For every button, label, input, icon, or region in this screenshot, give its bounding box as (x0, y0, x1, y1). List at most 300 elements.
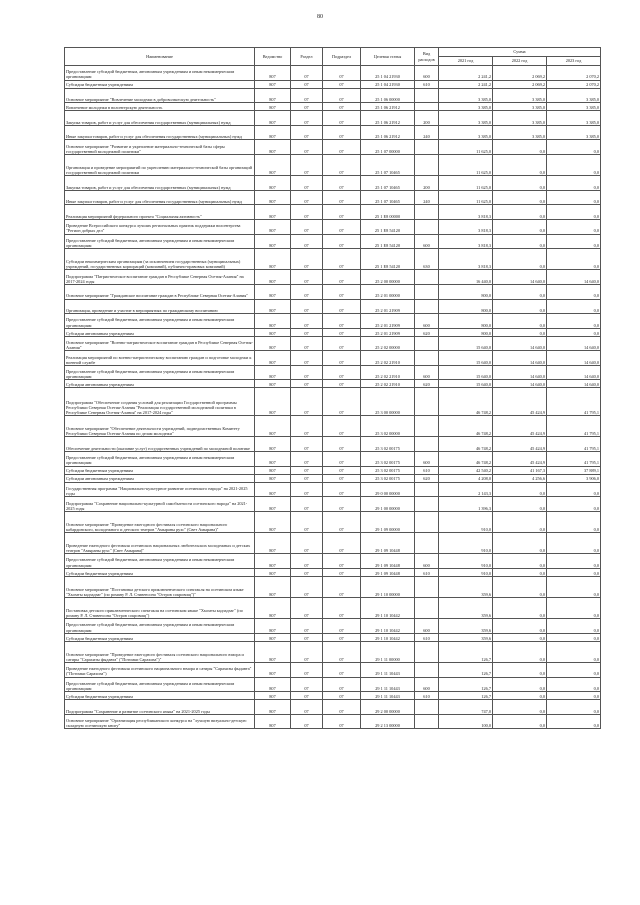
cell-razdel: 07 (291, 482, 323, 497)
cell-csr: 25 2 01 21909 (361, 299, 415, 314)
page-number: 80 (317, 14, 323, 20)
cell-2022: 14 640,0 (493, 351, 547, 366)
cell-2022: 0,0 (493, 219, 547, 234)
cell-2023: 37 889,1 (547, 466, 601, 474)
cell-2023: 14 640,0 (547, 380, 601, 388)
cell-2021: 800,0 (439, 284, 493, 299)
cell-2022: 3 385,0 (493, 103, 547, 111)
table-row (65, 597, 601, 618)
cell-2023: 0,0 (547, 176, 601, 191)
cell-2022: 0,0 (493, 633, 547, 641)
cell-vr (415, 103, 439, 111)
header-ved: Ведомство (255, 48, 291, 66)
cell-razdel: 07 (291, 270, 323, 285)
cell-razdel: 07 (291, 219, 323, 234)
cell-razdel: 07 (291, 511, 323, 532)
cell-razdel: 07 (291, 111, 323, 126)
cell-csr: 25 1 07 10465 (361, 190, 415, 205)
cell-vr (415, 284, 439, 299)
cell-2021: 3 385,0 (439, 88, 493, 103)
table-row (65, 437, 601, 452)
table-row (65, 533, 601, 554)
cell-2022: 0,0 (493, 234, 547, 249)
cell-podrazdel: 07 (323, 619, 361, 634)
cell-name: Основное мероприятие "Военно-патриотическое воспитание граждан в Республике Северная Осетия-Алания" (65, 336, 255, 351)
cell-name: Субсидии автономным учреждениям (65, 328, 255, 336)
cell-csr: 25 2 01 21909 (361, 314, 415, 329)
cell-razdel: 07 (291, 205, 323, 220)
cell-name: Субсидии автономным учреждениям (65, 380, 255, 388)
cell-2023: 0,0 (547, 619, 601, 634)
cell-2023: 0,0 (547, 511, 601, 532)
cell-ved: 807 (255, 336, 291, 351)
cell-ved: 807 (255, 234, 291, 249)
table-row (65, 452, 601, 467)
cell-2022: 2 069,2 (493, 80, 547, 88)
cell-csr: 25 3 02 00175 (361, 437, 415, 452)
cell-ved: 807 (255, 568, 291, 576)
cell-razdel: 07 (291, 154, 323, 175)
cell-2023: 41 795,1 (547, 388, 601, 416)
cell-vr: 200 (415, 111, 439, 126)
cell-name: Основное мероприятие "Вовлечение молодежи в добровольческую деятельность" (65, 88, 255, 103)
cell-ved: 807 (255, 497, 291, 512)
cell-vr: 610 (415, 466, 439, 474)
cell-2023: 14 640,0 (547, 365, 601, 380)
cell-vr (415, 351, 439, 366)
cell-2022: 0,0 (493, 714, 547, 729)
cell-csr: 25 3 02 00175 (361, 466, 415, 474)
cell-2021: 46 748,2 (439, 452, 493, 467)
cell-2022: 0,0 (493, 533, 547, 554)
cell-razdel: 07 (291, 633, 323, 641)
cell-ved: 807 (255, 154, 291, 175)
cell-name: Предоставление субсидий бюджетным, автономным учреждениям и иным некоммерческим организациям (65, 66, 255, 81)
cell-2023: 0,0 (547, 554, 601, 569)
cell-vr: 600 (415, 314, 439, 329)
cell-2021: 11 625,0 (439, 140, 493, 155)
cell-2023: 0,0 (547, 482, 601, 497)
cell-csr: 29 1 10 00000 (361, 576, 415, 597)
cell-name: Предоставление субсидий бюджетным, автономным учреждениям и иным некоммерческим организациям (65, 234, 255, 249)
cell-csr: 25 2 02 21910 (361, 380, 415, 388)
cell-razdel: 07 (291, 234, 323, 249)
cell-ved: 807 (255, 66, 291, 81)
cell-2022: 45 424,9 (493, 416, 547, 437)
cell-vr: 600 (415, 66, 439, 81)
cell-ved: 807 (255, 80, 291, 88)
cell-ved: 807 (255, 619, 291, 634)
cell-vr (415, 533, 439, 554)
cell-ved: 807 (255, 365, 291, 380)
cell-2022: 41 167,3 (493, 466, 547, 474)
cell-2023: 2 070,2 (547, 80, 601, 88)
cell-2022: 3 385,0 (493, 88, 547, 103)
cell-2022: 3 385,0 (493, 125, 547, 140)
header-summa: Сумма (439, 48, 601, 57)
cell-razdel: 07 (291, 597, 323, 618)
cell-2023: 41 795,1 (547, 437, 601, 452)
cell-name: Подпрограмма "Сохранение национально-культурной самобытности осетинского народа" на 2021-2025 годы (65, 497, 255, 512)
cell-2023: 0,0 (547, 284, 601, 299)
cell-podrazdel: 07 (323, 511, 361, 532)
table-row (65, 365, 601, 380)
cell-2021: 800,0 (439, 328, 493, 336)
table-body (65, 66, 601, 729)
cell-vr (415, 497, 439, 512)
table-row (65, 111, 601, 126)
header-2021: 2021 год (439, 57, 493, 66)
budget-table (64, 47, 601, 729)
cell-2021: 46 748,2 (439, 388, 493, 416)
cell-2023: 0,0 (547, 249, 601, 270)
cell-name: Проведение ежегодного фестиваля осетинского национального юмора и сатиры "Сарахизы фыдавта" ("Потомки Сарахиза") (65, 662, 255, 677)
cell-podrazdel: 07 (323, 641, 361, 662)
cell-csr: 25 2 02 21910 (361, 351, 415, 366)
cell-2023: 0,0 (547, 219, 601, 234)
cell-2023: 3 906,0 (547, 474, 601, 482)
cell-podrazdel: 07 (323, 452, 361, 467)
cell-2023: 14 640,0 (547, 351, 601, 366)
cell-razdel: 07 (291, 328, 323, 336)
table-row (65, 234, 601, 249)
cell-2023: 0,0 (547, 328, 601, 336)
cell-ved: 807 (255, 125, 291, 140)
cell-ved: 807 (255, 190, 291, 205)
cell-csr: 25 1 Е8 00000 (361, 205, 415, 220)
cell-2023: 41 795,1 (547, 452, 601, 467)
cell-csr: 25 1 06 00000 (361, 88, 415, 103)
cell-name: Постановка детского приключенческого спектакля на осетинском языке "Хъомты кадзадзаг" (по роману Р. Л. Стивенсона "Остров сокровищ") (65, 597, 255, 618)
cell-razdel: 07 (291, 576, 323, 597)
cell-csr: 29 1 09 10448 (361, 533, 415, 554)
cell-2022: 0,0 (493, 314, 547, 329)
cell-2022: 45 424,9 (493, 388, 547, 416)
table-row (65, 576, 601, 597)
cell-2021: 910,0 (439, 511, 493, 532)
cell-name: Субсидии бюджетным учреждениям (65, 568, 255, 576)
cell-razdel: 07 (291, 452, 323, 467)
cell-csr: 25 1 04 21930 (361, 80, 415, 88)
cell-razdel: 07 (291, 249, 323, 270)
cell-name: Субсидии бюджетным учреждениям (65, 80, 255, 88)
cell-ved: 807 (255, 270, 291, 285)
cell-podrazdel: 07 (323, 80, 361, 88)
cell-ved: 807 (255, 576, 291, 597)
cell-2022: 4 256,6 (493, 474, 547, 482)
cell-2022: 0,0 (493, 284, 547, 299)
table-row (65, 103, 601, 111)
cell-2021: 126,7 (439, 692, 493, 700)
cell-vr: 240 (415, 190, 439, 205)
cell-vr (415, 219, 439, 234)
cell-name: Предоставление субсидий бюджетным, автономным учреждениям и иным некоммерческим организациям (65, 677, 255, 692)
cell-2021: 910,0 (439, 554, 493, 569)
table-row (65, 700, 601, 715)
cell-vr: 610 (415, 80, 439, 88)
cell-ved: 807 (255, 482, 291, 497)
cell-name: Подпрограмма "Обеспечение создания условий для реализации Государственной программы Республики Северная Осетия-Алания "Реализация государственной молодежной политики в Республике Северная Осетия-Алания" на 2017-2024 годы" (65, 388, 255, 416)
header-vr: Вид расходов (415, 48, 439, 66)
cell-2023: 0,0 (547, 140, 601, 155)
cell-podrazdel: 07 (323, 88, 361, 103)
cell-2022: 0,0 (493, 205, 547, 220)
cell-name: Предоставление субсидий бюджетным, автономным учреждениям и иным некоммерческим организациям (65, 452, 255, 467)
cell-podrazdel: 07 (323, 474, 361, 482)
cell-2022: 0,0 (493, 328, 547, 336)
cell-2021: 15 640,0 (439, 336, 493, 351)
cell-vr: 610 (415, 568, 439, 576)
cell-csr: 25 2 00 00000 (361, 270, 415, 285)
cell-2022: 14 640,0 (493, 380, 547, 388)
cell-csr: 25 1 Е8 54120 (361, 219, 415, 234)
cell-podrazdel: 07 (323, 568, 361, 576)
cell-razdel: 07 (291, 416, 323, 437)
cell-csr: 25 1 06 21912 (361, 125, 415, 140)
cell-csr: 29 1 10 10442 (361, 619, 415, 634)
table-row (65, 380, 601, 388)
table-row (65, 633, 601, 641)
cell-csr: 29 2 13 00000 (361, 714, 415, 729)
cell-csr: 25 1 07 00000 (361, 140, 415, 155)
cell-2023: 3 385,0 (547, 88, 601, 103)
cell-2021: 4 208,0 (439, 474, 493, 482)
cell-ved: 807 (255, 103, 291, 111)
cell-vr (415, 482, 439, 497)
cell-ved: 807 (255, 219, 291, 234)
cell-2021: 359,6 (439, 576, 493, 597)
cell-ved: 807 (255, 597, 291, 618)
cell-2021: 100,0 (439, 714, 493, 729)
cell-razdel: 07 (291, 466, 323, 474)
cell-ved: 807 (255, 641, 291, 662)
cell-vr (415, 140, 439, 155)
cell-razdel: 07 (291, 474, 323, 482)
cell-podrazdel: 07 (323, 533, 361, 554)
table-row (65, 336, 601, 351)
cell-2021: 16 440,0 (439, 270, 493, 285)
cell-podrazdel: 07 (323, 677, 361, 692)
cell-2022: 0,0 (493, 662, 547, 677)
table-row (65, 416, 601, 437)
cell-podrazdel: 07 (323, 234, 361, 249)
table-row (65, 140, 601, 155)
cell-2021: 126,7 (439, 662, 493, 677)
header-csr: Целевая статья (361, 48, 415, 66)
cell-2022: 0,0 (493, 190, 547, 205)
cell-ved: 807 (255, 351, 291, 366)
cell-2021: 126,7 (439, 677, 493, 692)
cell-2023: 0,0 (547, 190, 601, 205)
cell-2022: 0,0 (493, 700, 547, 715)
cell-2021: 3 818,3 (439, 205, 493, 220)
cell-ved: 807 (255, 677, 291, 692)
cell-ved: 807 (255, 714, 291, 729)
cell-2022: 0,0 (493, 576, 547, 597)
cell-podrazdel: 07 (323, 299, 361, 314)
cell-podrazdel: 07 (323, 692, 361, 700)
cell-2023: 14 640,0 (547, 336, 601, 351)
cell-podrazdel: 07 (323, 190, 361, 205)
cell-2021: 15 640,0 (439, 380, 493, 388)
cell-csr: 29 1 11 00000 (361, 641, 415, 662)
cell-podrazdel: 07 (323, 314, 361, 329)
cell-podrazdel: 07 (323, 270, 361, 285)
cell-2023: 0,0 (547, 314, 601, 329)
cell-2022: 0,0 (493, 641, 547, 662)
cell-podrazdel: 07 (323, 554, 361, 569)
cell-ved: 807 (255, 692, 291, 700)
cell-vr (415, 641, 439, 662)
cell-vr (415, 714, 439, 729)
cell-razdel: 07 (291, 365, 323, 380)
cell-podrazdel: 07 (323, 388, 361, 416)
table-row (65, 692, 601, 700)
cell-2021: 2 241,2 (439, 80, 493, 88)
cell-name: Предоставление субсидий бюджетным, автономным учреждениям и иным некоммерческим организациям (65, 365, 255, 380)
cell-vr: 610 (415, 692, 439, 700)
cell-2023: 0,0 (547, 677, 601, 692)
cell-2023: 0,0 (547, 641, 601, 662)
cell-ved: 807 (255, 328, 291, 336)
cell-vr: 600 (415, 365, 439, 380)
cell-vr: 600 (415, 554, 439, 569)
cell-csr: 25 2 01 00000 (361, 284, 415, 299)
cell-2023: 0,0 (547, 497, 601, 512)
cell-csr: 29 1 10 10442 (361, 633, 415, 641)
cell-ved: 807 (255, 416, 291, 437)
cell-ved: 807 (255, 88, 291, 103)
cell-razdel: 07 (291, 103, 323, 111)
cell-vr: 620 (415, 474, 439, 482)
cell-ved: 807 (255, 249, 291, 270)
cell-razdel: 07 (291, 619, 323, 634)
cell-podrazdel: 07 (323, 351, 361, 366)
cell-2023: 3 385,0 (547, 111, 601, 126)
cell-vr (415, 416, 439, 437)
cell-name: Субсидии бюджетным учреждениям (65, 466, 255, 474)
cell-razdel: 07 (291, 66, 323, 81)
cell-csr: 25 1 04 21930 (361, 66, 415, 81)
cell-name: Основное мероприятие "Постановка детского приключенческого спектакля на осетинском языке "Хъомты кадзадзаг" (по роману Р. Л. Стивенсона "Остров сокровищ")" (65, 576, 255, 597)
cell-2022: 0,0 (493, 677, 547, 692)
cell-razdel: 07 (291, 336, 323, 351)
cell-vr (415, 388, 439, 416)
cell-2021: 3 818,3 (439, 234, 493, 249)
cell-ved: 807 (255, 437, 291, 452)
cell-ved: 807 (255, 633, 291, 641)
cell-2023: 0,0 (547, 533, 601, 554)
cell-vr (415, 154, 439, 175)
cell-csr: 29 1 09 00000 (361, 511, 415, 532)
table-row (65, 66, 601, 81)
cell-razdel: 07 (291, 380, 323, 388)
cell-2021: 126,7 (439, 641, 493, 662)
cell-podrazdel: 07 (323, 416, 361, 437)
cell-2023: 0,0 (547, 234, 601, 249)
cell-name: Субсидии бюджетным учреждениям (65, 633, 255, 641)
cell-2021: 3 385,0 (439, 103, 493, 111)
cell-podrazdel: 07 (323, 103, 361, 111)
cell-2021: 800,0 (439, 299, 493, 314)
cell-csr: 25 2 02 21910 (361, 365, 415, 380)
cell-ved: 807 (255, 380, 291, 388)
cell-name: Основное мероприятие "Гражданское воспитание граждан в Республике Северная Осетия-Алания" (65, 284, 255, 299)
cell-ved: 807 (255, 511, 291, 532)
table-row (65, 619, 601, 634)
cell-2021: 359,6 (439, 633, 493, 641)
cell-name: Организация, проведение и участие в мероприятиях по гражданскому воспитанию (65, 299, 255, 314)
header-podrazdel: Подраздел (323, 48, 361, 66)
cell-2023: 14 640,0 (547, 270, 601, 285)
table-row (65, 714, 601, 729)
table-row (65, 662, 601, 677)
cell-podrazdel: 07 (323, 497, 361, 512)
cell-vr: 620 (415, 380, 439, 388)
cell-vr (415, 597, 439, 618)
header-2022: 2022 год (493, 57, 547, 66)
table-row (65, 176, 601, 191)
cell-name: Предоставление субсидий бюджетным, автономным учреждениям и иным некоммерческим организациям (65, 314, 255, 329)
cell-podrazdel: 07 (323, 111, 361, 126)
cell-name: Государственная программа "Национально-культурное развитие осетинского народа" на 2021-2025 годы (65, 482, 255, 497)
cell-podrazdel: 07 (323, 365, 361, 380)
cell-vr: 600 (415, 619, 439, 634)
header-2023: 2023 год (547, 57, 601, 66)
cell-name: Закупка товаров, работ и услуг для обеспечения государственных (муниципальных) нужд (65, 111, 255, 126)
cell-name: Основное мероприятие "Обеспечение деятельности учреждений, подведомственных Комитету Республики Северная Осетия-Алания по делам молодежи" (65, 416, 255, 437)
cell-vr: 600 (415, 452, 439, 467)
cell-razdel: 07 (291, 176, 323, 191)
cell-podrazdel: 07 (323, 66, 361, 81)
cell-razdel: 07 (291, 299, 323, 314)
table-row (65, 474, 601, 482)
cell-vr: 620 (415, 328, 439, 336)
cell-2021: 3 385,0 (439, 125, 493, 140)
cell-razdel: 07 (291, 568, 323, 576)
cell-ved: 807 (255, 466, 291, 474)
cell-2023: 0,0 (547, 692, 601, 700)
cell-csr: 29 1 11 10443 (361, 677, 415, 692)
cell-podrazdel: 07 (323, 597, 361, 618)
cell-vr: 610 (415, 633, 439, 641)
cell-ved: 807 (255, 700, 291, 715)
cell-razdel: 07 (291, 80, 323, 88)
cell-csr: 29 2 00 00000 (361, 700, 415, 715)
cell-name: Проведение Всероссийского конкурса лучших региональных практик поддержки волонтерства "Регион добрых дел" (65, 219, 255, 234)
cell-csr: 29 1 11 10443 (361, 692, 415, 700)
cell-razdel: 07 (291, 284, 323, 299)
cell-podrazdel: 07 (323, 284, 361, 299)
cell-name: Предоставление субсидий бюджетным, автономным учреждениям и иным некоммерческим организациям (65, 554, 255, 569)
cell-vr: 600 (415, 677, 439, 692)
cell-2022: 0,0 (493, 554, 547, 569)
cell-csr: 25 2 01 21909 (361, 328, 415, 336)
cell-2022: 2 069,2 (493, 66, 547, 81)
cell-name: Вовлечение молодежи в волонтерскую деятельность (65, 103, 255, 111)
cell-ved: 807 (255, 388, 291, 416)
cell-name: Субсидии автономным учреждениям (65, 474, 255, 482)
cell-vr: 630 (415, 249, 439, 270)
cell-name: Закупка товаров, работ и услуг для обеспечения государственных (муниципальных) нужд (65, 176, 255, 191)
cell-2021: 800,0 (439, 314, 493, 329)
cell-name: Иные закупки товаров, работ и услуг для обеспечения государственных (муниципальных) нужд (65, 190, 255, 205)
cell-vr (415, 270, 439, 285)
cell-razdel: 07 (291, 314, 323, 329)
cell-2021: 15 640,0 (439, 365, 493, 380)
cell-csr: 25 1 07 10465 (361, 176, 415, 191)
cell-2021: 11 625,0 (439, 190, 493, 205)
